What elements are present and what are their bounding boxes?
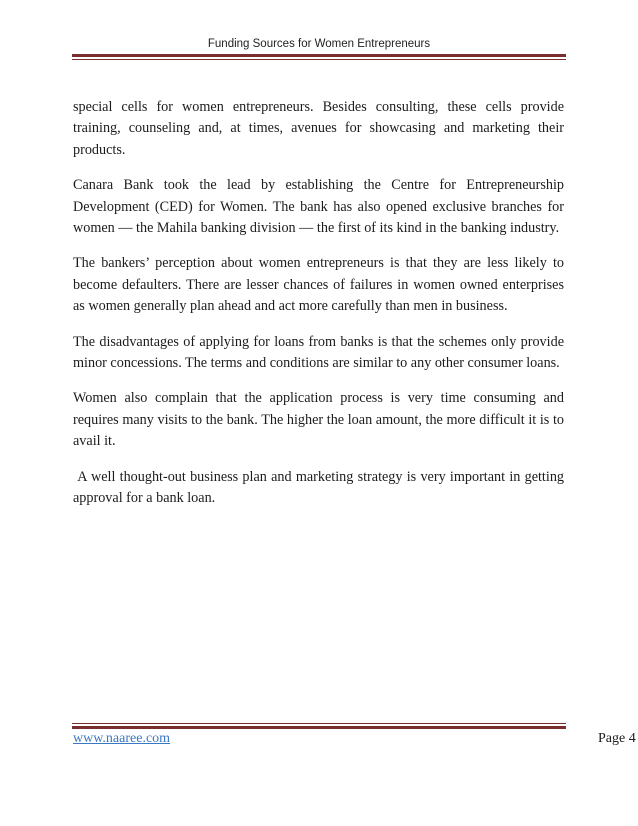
paragraph-1: special cells for women entrepreneurs. Besides consulting, these cells provide training, counseling and, at times, avenues for showcasing and marketing their products.	[73, 99, 564, 158]
header-rule-thick	[72, 54, 566, 57]
body-content	[73, 97, 568, 524]
footer-rule-thin	[72, 723, 566, 724]
page-header: Funding Sources for Women Entrepreneurs	[207, 38, 431, 50]
paragraph-6: A well thought-out business plan and marketing strategy is very important in getting approval for a bank loan.	[73, 468, 568, 507]
paragraph-5: Women also complain that the application process is very time consuming and requires many visits to the bank. The higher the loan amount, the more difficult it is to avail it.	[73, 390, 564, 450]
footer-page-number: Page 4	[598, 731, 636, 746]
footer-website-link[interactable]: www.naaree.com	[73, 731, 171, 746]
header-rule-thin	[72, 59, 566, 60]
paragraph-3: The bankers’ perception about women entrepreneurs is that they are less likely to become defaulters. There are lesser chances of failures in women owned enterprises as women generally plan ahead and act more carefully than men in business.	[73, 255, 564, 315]
paragraph-4: The disadvantages of applying for loans from banks is that the schemes only provide minor concessions. The terms and conditions are similar to any other consumer loans.	[73, 333, 564, 372]
footer-rule-thick	[72, 726, 566, 729]
paragraph-2: Canara Bank took the lead by establishing the Centre for Entrepreneurship Development (CED) for Women. The bank has also opened exclusive branches for women — the Mahila banking division — the first of its kind in the banking industry.	[73, 177, 564, 237]
